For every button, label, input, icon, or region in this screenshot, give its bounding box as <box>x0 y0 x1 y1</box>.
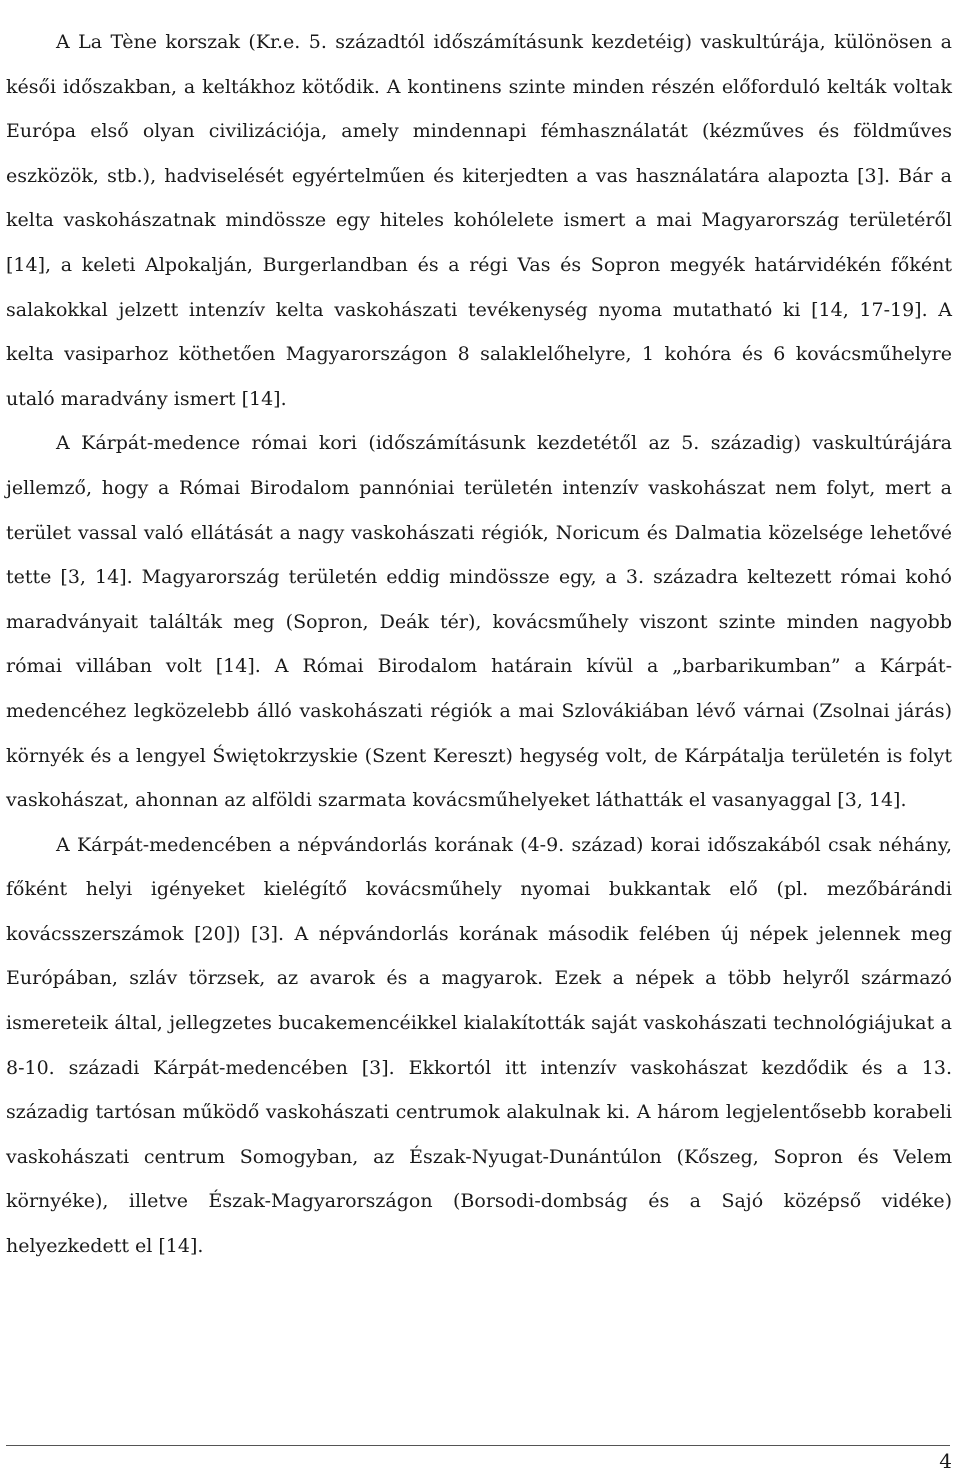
footer-divider <box>6 1445 950 1446</box>
paragraph-roman-era: A Kárpát-medence római kori (időszámításunk kezdetétől az 5. századig) vaskultúrájára jellemző, hogy a Római Birodalom pannóniai területén intenzív vaskohászat nem folyt, mert a terület vassal való ellátását a nagy vaskohászati régiók, Noricum és Dalmatia közelsége lehetővé tette [3, 14]. Magyarország területén eddig mindössze egy, a 3. századra keltezett római kohó maradványait találták meg (Sopron, Deák tér), kovácsműhely viszont szinte minden nagyobb római villában volt [14]. A Római Birodalom határain kívül a „barbarikumban” a Kárpát-medencéhez legközelebb álló vaskohászati régiók a mai Szlovákiában lévő várnai (Zsolnai járás) környék és a lengyel Świętokrzyskie (Szent Kereszt) hegység volt, de Kárpátalja területén is folyt vaskohászat, ahonnan az alföldi szarmata kovácsműhelyeket láthatták el vasanyaggal [3, 14]. <box>6 432 952 812</box>
paragraph-la-tene: A La Tène korszak (Kr.e. 5. századtól időszámításunk kezdetéig) vaskultúrája, különösen a késői időszakban, a keltákhoz kötődik. A kontinens szinte minden részén előforduló kelták voltak Európa első olyan civilizációja, amely mindennapi fémhasználatát (kézműves és földműves eszközök, stb.), hadviselését egyértelműen és kiterjedten a vas használatára alapozta [3]. Bár a kelta vaskohászatnak mindössze egy hiteles kohólelete ismert a mai Magyarország területéről [14], a keleti Alpokalján, Burgerlandban és a régi Vas és Sopron megyék határvidékén főként salakokkal jelzett intenzív kelta vaskohászati tevékenység nyoma mutatható ki [14, 17-19]. A kelta vasiparhoz köthetően Magyarországon 8 salaklelőhelyre, 1 kohóra és 6 kovácsműhelyre utaló maradvány ismert [14]. <box>6 31 952 410</box>
page-number: 4 <box>939 1449 952 1473</box>
paragraph-migration-period: A Kárpát-medencében a népvándorlás korának (4-9. század) korai időszakából csak néhány, főként helyi igényeket kielégítő kovácsműhely nyomai bukkantak elő (pl. mezőbárándi kovácsszerszámok [20]) [3]. A népvándorlás korának második felében új népek jelennek meg Európában, szláv törzsek, az avarok és a magyarok. Ezek a népek a több helyről származó ismereteik által, jellegzetes bucakemencéikkel kialakították saját vaskohászati technológiájukat a 8-10. századi Kárpát-medencében [3]. Ekkortól itt intenzív vaskohászat kezdődik és a 13. századig tartósan működő vaskohászati centrumok alakulnak ki. A három legjelentősebb korabeli vaskohászati centrum Somogyban, az Észak-Nyugat-Dunántúlon (Kőszeg, Sopron és Velem környéke), illetve Észak-Magyarországon (Borsodi-dombság és a Sajó középső vidéke) helyezkedett el [14]. <box>6 833 952 1258</box>
document-body <box>6 20 952 1269</box>
